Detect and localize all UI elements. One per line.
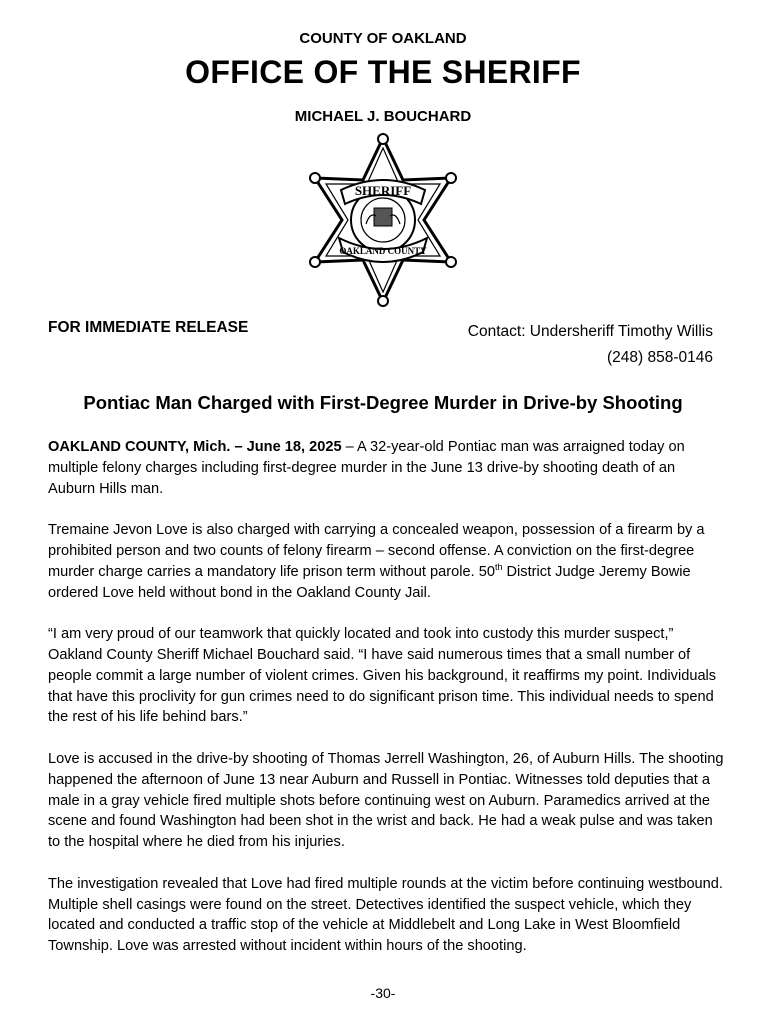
sheriff-name: MICHAEL J. BOUCHARD	[294, 108, 472, 125]
ordinal-suffix: th	[494, 561, 503, 572]
dateline: OAKLAND COUNTY, Mich. – June 18, 2025	[48, 439, 342, 455]
paragraph-3: “I am very proud of our teamwork that quickly located and took into custody this murder suspect,” Oakland County Sheriff Michael Bouchard said. “I have said numerous times that a small number of people commit a large number of violent crimes. Given his background, it reaffirms my point. Individuals that have this proclivity for gun crimes need to do significant prison time. This individual needs to spend the rest of his life behind bars.”	[48, 626, 717, 726]
paragraph-5: The investigation revealed that Love had fired multiple rounds at the victim before continuing westbound. Multiple shell casings were found on the street. Detectives identified the suspect vehicle, which they located and conducted a traffic stop of the vehicle at Middlebelt and Long Lake in West Bloomfield Township. Love was arrested without incident within hours of the shooting.	[48, 875, 723, 955]
release-label: FOR IMMEDIATE RELEASE	[48, 319, 249, 336]
press-body	[48, 437, 724, 978]
contact-name: Contact: Undersheriff Timothy Willis	[467, 323, 713, 340]
paragraph-2-text-b: District Judge Jeremy Bowie ordered Love held without bond in the Oakland County Jail.	[48, 563, 691, 601]
badge-county-text: OAKLAND COUNTY	[339, 246, 427, 256]
paragraph-2	[48, 520, 724, 603]
contact-phone: (248) 858-0146	[607, 349, 713, 366]
paragraph-2-text-a: Tremaine Jevon Love is also charged with carrying a concealed weapon, possession of a firearm by a prohibited person and two counts of felony firearm – second offense. A conviction on the first-degree murder charge carries a mandatory life prison term without parole. 50	[48, 522, 705, 580]
badge-sheriff-text: SHERIFF	[354, 183, 412, 198]
page-end-marker: -30-	[370, 985, 396, 1001]
county-heading: COUNTY OF OAKLAND	[299, 30, 467, 47]
paragraph-1	[48, 437, 724, 499]
contact-block	[468, 319, 713, 371]
press-headline: Pontiac Man Charged with First-Degree Murder in Drive-by Shooting	[83, 392, 683, 413]
sheriff-badge-icon	[306, 132, 460, 308]
office-title: OFFICE OF THE SHERIFF	[185, 54, 581, 90]
paragraph-4: Love is accused in the drive-by shooting of Thomas Jerrell Washington, 26, of Auburn Hills. The shooting happened the afternoon of June 13 near Auburn and Russell in Pontiac. Witnesses told deputies that a male in a gray vehicle fired multiple shots before continuing west on Auburn. Paramedics arrived at the scene and found Washington had been shot in the wrist and back. He had a weak pulse and was taken to the hospital where he died from his injuries.	[48, 750, 724, 851]
paragraph-1-text: – A 32-year-old Pontiac man was arraigned today on multiple felony charges including first-degree murder in the June 13 drive-by shooting death of an Auburn Hills man.	[48, 439, 685, 497]
